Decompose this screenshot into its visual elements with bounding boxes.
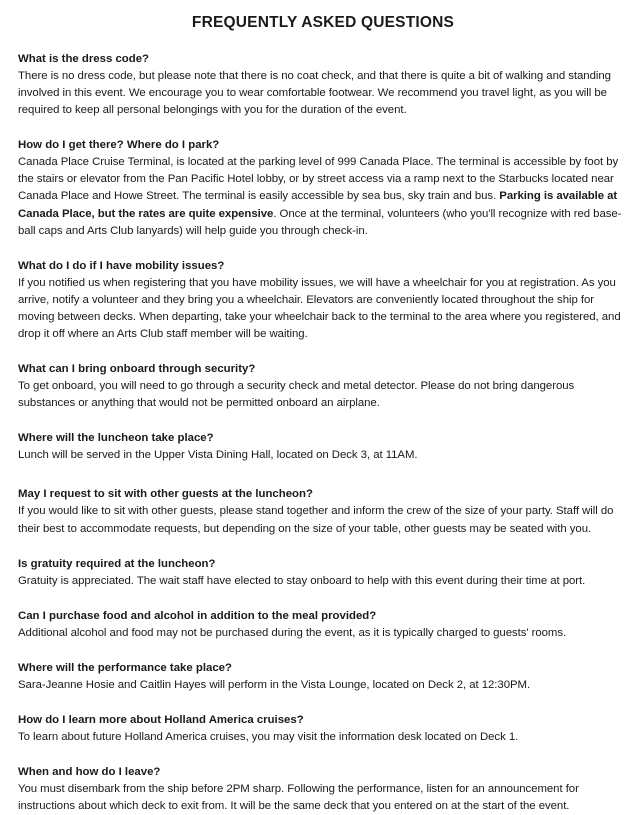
faq-question: Where will the luncheon take place? bbox=[18, 432, 214, 445]
faq-answer: Sara-Jeanne Hosie and Caitlin Hayes will perform in the Vista Lounge, located on Deck 2, at 12:30PM. bbox=[18, 678, 531, 691]
faq-question: Where will the performance take place? bbox=[18, 661, 232, 674]
faq-answer: If you notified us when registering that you have mobility issues, we will have a wheelchair for you at registration. As you arrive, notify a volunteer and they bring you a wheelchair. Elevators are conveniently located throughout the ship for moving between decks. When departing, take your wheelchair back to the terminal to the area where you registered, and drop it off where an Arts Club staff member will be waiting. bbox=[18, 276, 621, 341]
faq-answer: Additional alcohol and food may not be purchased during the event, as it is typically charged to guests' rooms. bbox=[18, 626, 567, 639]
faq-question: May I request to sit with other guests at the luncheon? bbox=[18, 488, 313, 501]
faq-item-security bbox=[18, 361, 622, 412]
faq-question: Can I purchase food and alcohol in addition to the meal provided? bbox=[18, 609, 377, 622]
faq-item-performance bbox=[18, 660, 622, 694]
faq-question: Is gratuity required at the luncheon? bbox=[18, 557, 216, 570]
faq-item-mobility bbox=[18, 258, 622, 343]
faq-answer: To learn about future Holland America cruises, you may visit the information desk located on Deck 1. bbox=[18, 730, 519, 743]
faq-item-holland-america bbox=[18, 712, 622, 746]
faq-answer bbox=[18, 154, 622, 239]
faq-item-dress-code bbox=[18, 51, 622, 119]
faq-item-gratuity bbox=[18, 556, 622, 590]
faq-question: What is the dress code? bbox=[18, 53, 150, 65]
page-title: FREQUENTLY ASKED QUESTIONS bbox=[191, 14, 455, 31]
faq-item-luncheon-location bbox=[18, 430, 622, 464]
faq-answer: To get onboard, you will need to go through a security check and metal detector. Please do not bring dangerous substances or anything that would not be permitted onboard an airplane. bbox=[18, 380, 575, 410]
faq-answer: Lunch will be served in the Upper Vista Dining Hall, located on Deck 3, at 11AM. bbox=[18, 449, 418, 462]
faq-answer: There is no dress code, but please note that there is no coat check, and that there is quite a bit of walking and standing involved in this event. We encourage you to wear comfortable footwear. We recommend you travel light, as you will be required to keep all personal belongings with you for the duration of the event. bbox=[18, 70, 611, 117]
faq-item-seating bbox=[18, 486, 622, 537]
faq-answer: If you would like to sit with other guests, please stand together and inform the crew of the size of your party. Staff will do their best to accommodate requests, but depending on the size of your table, other guests may be seated with you. bbox=[18, 505, 614, 535]
faq-question: How do I learn more about Holland America cruises? bbox=[18, 713, 304, 726]
faq-item-directions-parking bbox=[18, 137, 622, 239]
faq-item-leaving bbox=[18, 764, 622, 815]
faq-question: When and how do I leave? bbox=[18, 765, 161, 778]
faq-answer: Gratuity is appreciated. The wait staff have elected to stay onboard to help with this event during their time at port. bbox=[18, 574, 586, 587]
faq-answer-emphasis: Parking is available at Canada Place, but the rates are quite expensive bbox=[18, 190, 618, 220]
faq-question: What do I do if I have mobility issues? bbox=[18, 259, 225, 272]
faq-answer: You must disembark from the ship before 2PM sharp. Following the performance, listen for an announcement for instructions about which deck to exit from. It will be the same deck that you entered on at the start of the event. bbox=[18, 782, 579, 813]
faq-answer-text: . Once at the terminal, volunteers (who you'll recognize with red base-ball caps and Arts Club lanyards) will help guide you through check-in. bbox=[18, 207, 622, 237]
faq-answer-text: Canada Place Cruise Terminal, is located at the parking level of 999 Canada Place. The terminal is accessible by foot by the stairs or elevator from the Pan Pacific Hotel lobby, or by street access via a ramp next to the Starbucks located near Canada Place and Howe Street. The terminal is easily accessible by sea bus, sky train and bus. bbox=[18, 156, 619, 203]
faq-question: How do I get there? Where do I park? bbox=[18, 139, 220, 152]
faq-question: What can I bring onboard through security? bbox=[18, 363, 256, 376]
faq-item-food-alcohol bbox=[18, 608, 622, 642]
